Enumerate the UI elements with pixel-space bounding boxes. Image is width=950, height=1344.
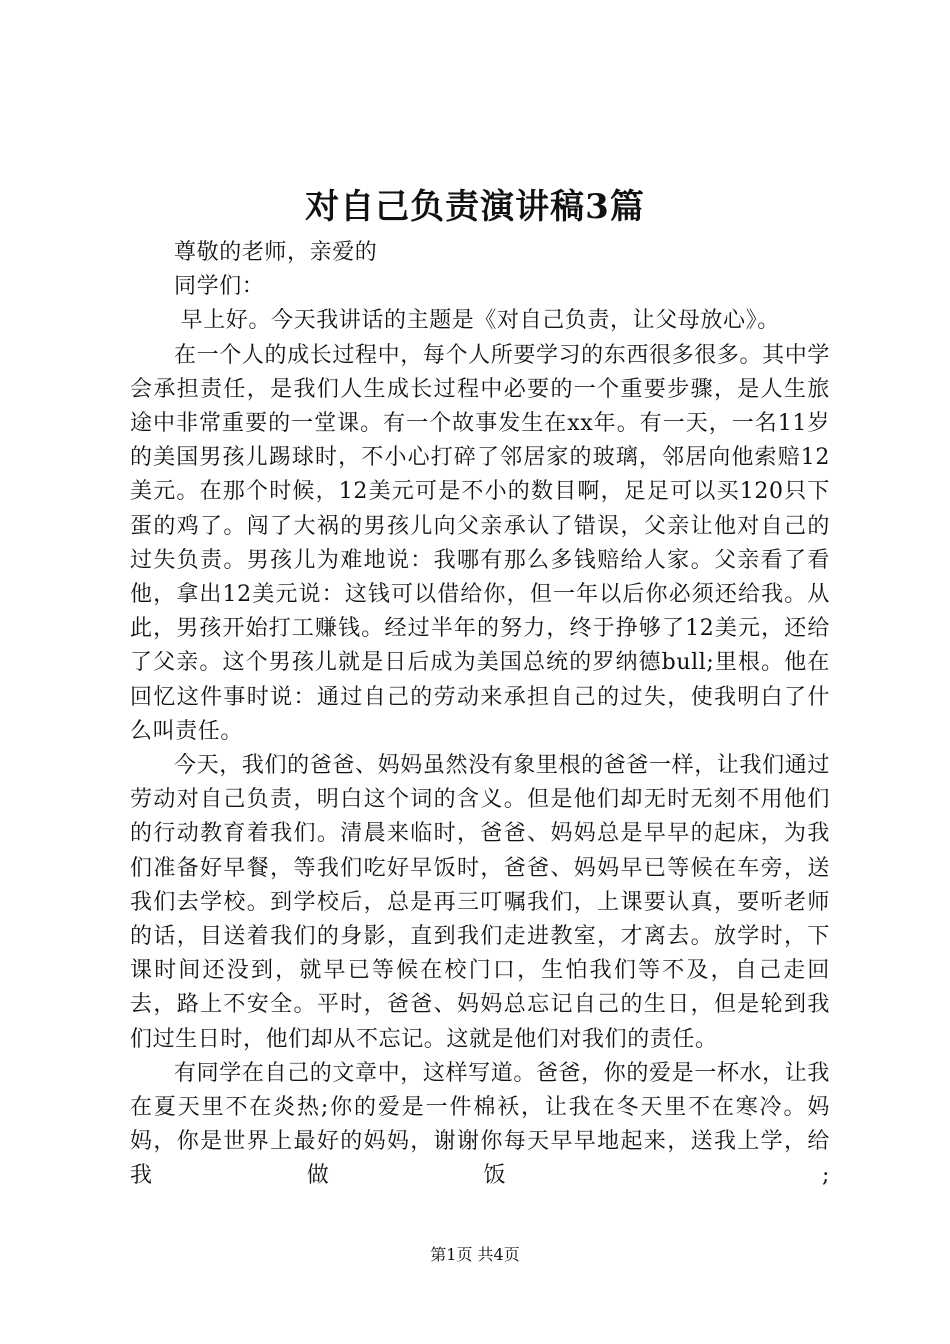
page-footer: 第1页 共4页	[430, 1245, 520, 1264]
document-body	[130, 236, 830, 1194]
salutation-line-2: 同学们：	[174, 274, 265, 300]
document-title: 对自己负责演讲稿3篇	[305, 187, 645, 227]
story-paragraph: 在一个人的成长过程中，每个人所要学习的东西很多很多。其中学会承担责任，是我们人生成长过程中必要的一个重要步骤，是人生旅途中非常重要的一堂课。有一个故事发生在xx年。有一天，一名11岁的美国男孩儿踢球时，不小心打碎了邻居家的玻璃，邻居向他索赔12美元。在那个时候，12美元可是不小的数目啊，足足可以买120只下蛋的鸡了。闯了大祸的男孩儿向父亲承认了错误，父亲让他对自己的过失负责。男孩儿为难地说：我哪有那么多钱赔给人家。父亲看了看他，拿出12美元说：这钱可以借给你，但一年以后你必须还给我。从此，男孩开始打工赚钱。经过半年的努力，终于挣够了12美元，还给了父亲。这个男孩儿就是日后成为美国总统的罗纳德bull;里根。他在回忆这件事时说：通过自己的劳动来承担自己的过失，使我明白了什么叫责任。	[130, 342, 830, 744]
salutation-line-1: 尊敬的老师，亲爱的	[174, 240, 378, 265]
greeting-paragraph: 早上好。今天我讲话的主题是《对自己负责，让父母放心》。	[180, 308, 780, 334]
parents-paragraph: 今天，我们的爸爸、妈妈虽然没有象里根的爸爸一样，让我们通过劳动对自己负责，明白这个词的含义。但是他们却无时无刻不用他们的行动教育着我们。清晨来临时，爸爸、妈妈总是早早的起床，为我们准备好早餐，等我们吃好早饭时，爸爸、妈妈早已等候在车旁，送我们去学校。到学校后，总是再三叮嘱我们，上课要认真，要听老师的话，目送着我们的身影，直到我们走进教室，才离去。放学时，下课时间还没到，就早已等候在校门口，生怕我们等不及，自己走回去，路上不安全。平时，爸爸、妈妈总忘记自己的生日，但是轮到我们过生日时，他们却从不忘记。这就是他们对我们的责任。	[130, 753, 830, 1052]
essay-quote-paragraph: 有同学在自己的文章中，这样写道。爸爸，你的爱是一杯水，让我在夏天里不在炎热;你的爱是一件棉袄，让我在冬天里不在寒冷。妈妈，你是世界上最好的妈妈，谢谢你每天早早地起来，送我上学，给我做饭 ;	[130, 1060, 830, 1189]
